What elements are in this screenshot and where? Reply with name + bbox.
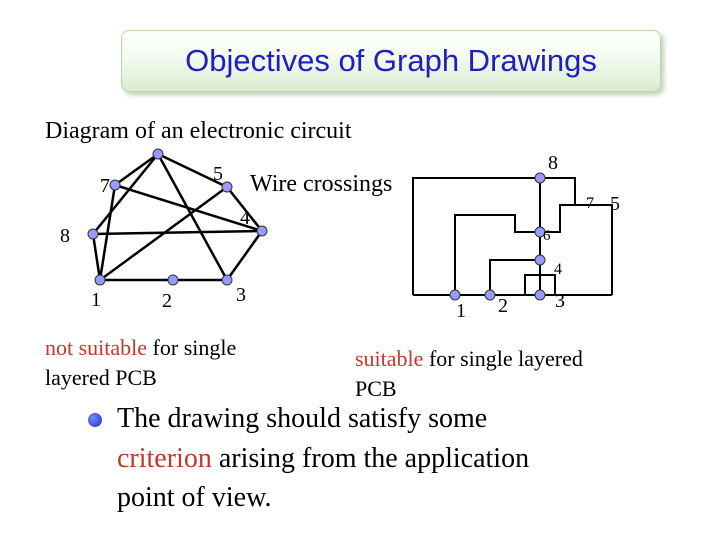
suitable-highlight: suitable: [355, 346, 424, 371]
left-node: [222, 275, 232, 285]
left-node: [153, 149, 163, 159]
left-node: [257, 226, 267, 236]
not-suitable-highlight: not suitable: [45, 335, 148, 360]
right-node-label: 8: [548, 152, 558, 174]
bullet-line2-rest: arising from the application: [211, 443, 530, 474]
left-caption-line1: [45, 335, 236, 361]
left-node-label: 7: [100, 175, 110, 197]
left-node-label: 3: [236, 284, 246, 306]
left-caption-rest: for single: [147, 335, 237, 360]
left-node-label: 1: [91, 289, 101, 311]
left-node-label: 8: [60, 225, 70, 247]
right-node-label: 6: [543, 228, 551, 244]
right-node-label: 2: [498, 295, 508, 317]
left-node-label: 2: [162, 290, 172, 312]
right-node: [535, 173, 545, 183]
left-graph-edges: [93, 154, 262, 280]
left-node: [110, 180, 120, 190]
diagram-subtitle: Diagram of an electronic circuit: [45, 118, 352, 144]
bullet-line1: The drawing should satisfy some: [117, 403, 488, 434]
left-node: [222, 182, 232, 192]
right-node-label: 5: [610, 193, 620, 215]
left-node: [168, 275, 178, 285]
right-caption-line2: PCB: [355, 376, 397, 401]
right-node-label: 4: [554, 261, 562, 278]
right-node: [535, 290, 545, 300]
wire-crossings-label: Wire crossings: [250, 171, 393, 197]
slide-title: Objectives of Graph Drawings: [185, 43, 597, 78]
right-node-label: 1: [456, 300, 466, 322]
left-node-label: 4: [240, 207, 250, 229]
right-graph-edges: [413, 178, 612, 295]
right-graph-nodes: [450, 173, 545, 300]
left-node: [88, 229, 98, 239]
bullet-line3: point of view.: [117, 482, 272, 513]
right-node: [485, 290, 495, 300]
right-node-label: 3: [555, 290, 565, 312]
bullet-icon: [88, 413, 102, 427]
right-node: [450, 290, 460, 300]
right-caption-rest: for single layered: [423, 346, 583, 371]
left-caption-line2: layered PCB: [45, 365, 157, 390]
right-node-label: 7: [586, 195, 594, 212]
bullet-line2: [117, 443, 529, 475]
right-node: [535, 255, 545, 265]
criterion-highlight: criterion: [117, 443, 212, 474]
right-caption-line1: [355, 346, 583, 372]
left-node-label: 5: [213, 163, 223, 185]
left-node: [95, 275, 105, 285]
